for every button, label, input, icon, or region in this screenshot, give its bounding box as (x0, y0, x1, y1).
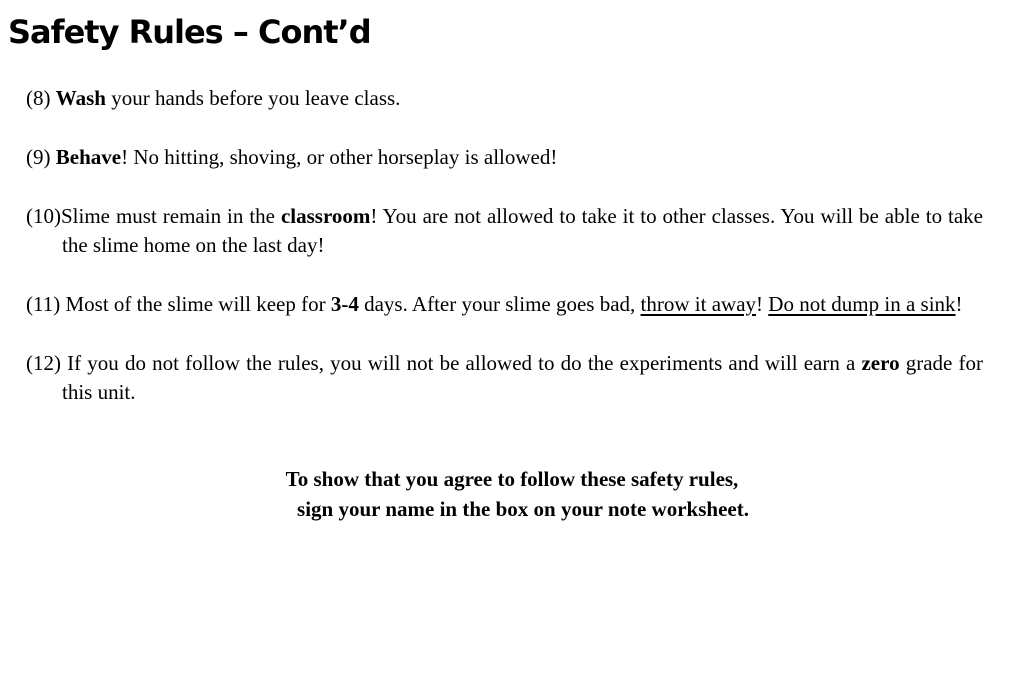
rule-text: grade for this unit. (62, 351, 984, 404)
rule-keyword: Behave (55, 145, 122, 169)
slide-title: Safety Rules – Cont’d (8, 13, 371, 51)
rule-10 (26, 202, 983, 260)
rule-keyword: 3-4 (330, 292, 359, 316)
rule-punctuation: ! (955, 292, 963, 316)
closing-line-2: sign your name in the box on your note worksheet. (297, 497, 749, 521)
rule-text: your hands before you leave class. (111, 86, 401, 110)
rule-text: Slime must remain in the (61, 204, 275, 228)
rule-text: Most of the slime will keep for (65, 292, 326, 316)
rule-12 (26, 349, 983, 407)
rule-text: ! You are not allowed to take it to other classes. You will be able to take the slime home on the last day! (62, 204, 984, 257)
rule-number: (9) (26, 145, 51, 169)
rule-text: ! No hitting, shoving, or other horseplay is allowed! (121, 145, 558, 169)
rule-keyword: classroom (280, 204, 371, 228)
rule-11 (26, 290, 983, 319)
rule-text: If you do not follow the rules, you will not be allowed to do the experiments and will earn a (67, 351, 856, 375)
rule-number: (10) (26, 204, 61, 228)
rule-number: (8) (26, 86, 51, 110)
rules-list (26, 84, 983, 437)
rule-punctuation: ! (756, 292, 764, 316)
closing-statement (0, 464, 1024, 524)
rule-number: (12) (26, 351, 61, 375)
rule-number: (11) (26, 292, 61, 316)
rule-keyword: zero (861, 351, 900, 375)
rule-8 (26, 84, 983, 113)
rule-9 (26, 143, 983, 172)
underlined-text: throw it away (640, 292, 757, 316)
underlined-text: Do not dump in a sink (768, 292, 956, 316)
closing-line-1: To show that you agree to follow these safety rules, (285, 467, 739, 491)
rule-text: days. After your slime goes bad, (364, 292, 636, 316)
rule-keyword: Wash (55, 86, 106, 110)
